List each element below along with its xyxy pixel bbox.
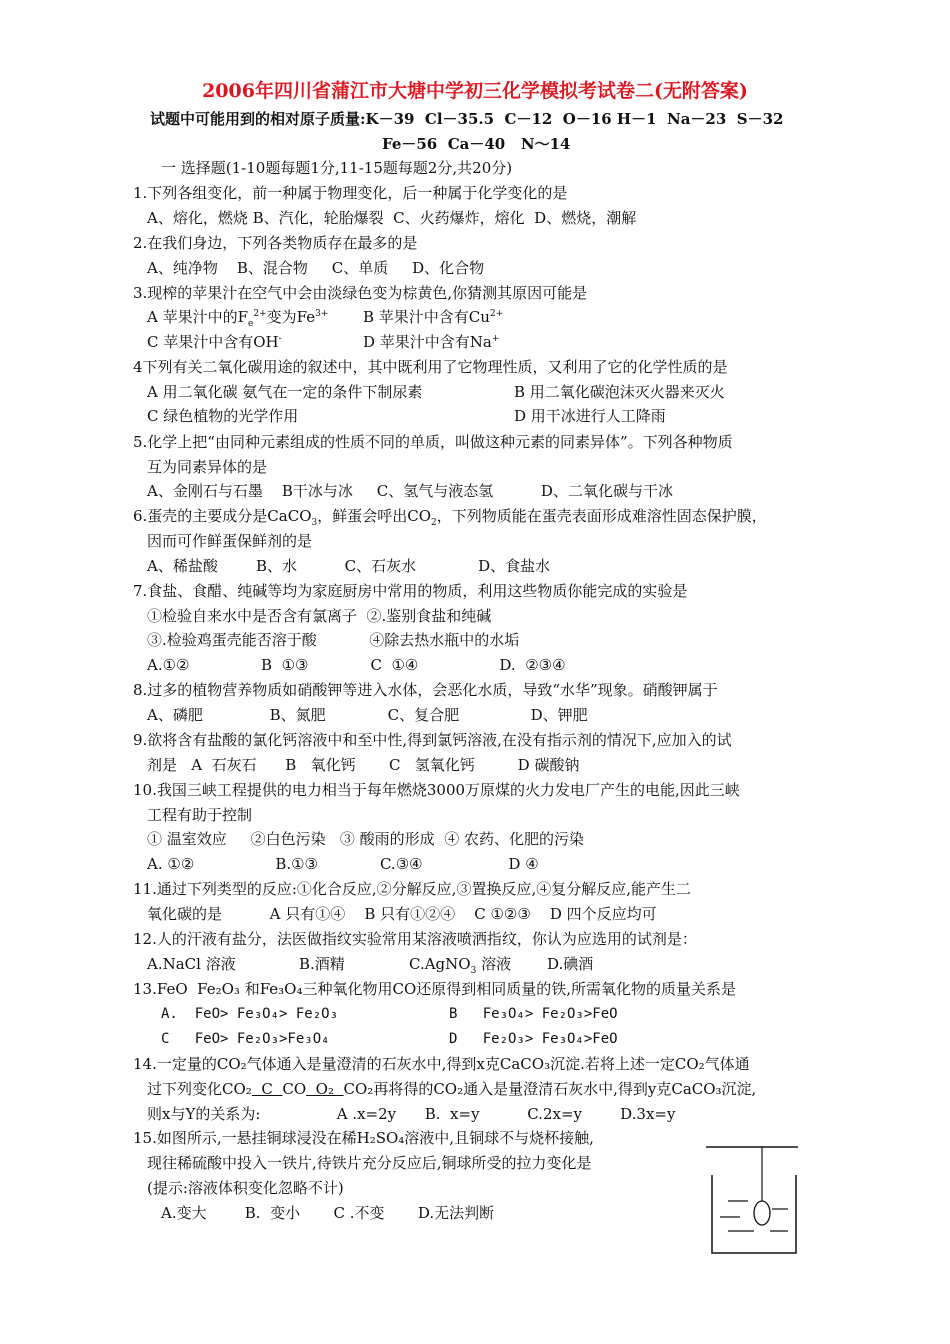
question-12-option-d: D.碘酒 — [547, 955, 594, 973]
question-6-stem-cont: 因而可作鲜蛋保鲜剂的是 — [147, 532, 313, 550]
question-10-stem: 10.我国三峡工程提供的电力相当于每年燃烧3000万原煤的火力发电厂产生的电能,因此三峡 — [133, 781, 740, 799]
question-3-stem: 3.现榨的苹果汁在空气中会由淡绿色变为棕黄色,你猜测其原因可能是 — [133, 284, 588, 302]
question-8-stem: 8.过多的植物营养物质如硝酸钾等进入水体，会恶化水质，导致“水华”现象。硝酸钾属于 — [133, 681, 718, 699]
question-13-option-c: C FeO> Fe₂O₃>Fe₃O₄ — [161, 1031, 330, 1047]
question-3-option-d: D 苹果汁中含有Na+ — [363, 333, 500, 351]
question-1-stem: 1.下列各组变化，前一种属于物理变化，后一种属于化学变化的是 — [133, 184, 568, 202]
question-4-option-d: D 用干冰进行人工降雨 — [514, 407, 666, 425]
question-14-stem-cont: 过下列变化CO₂ C CO O₂ CO₂再将得的CO₂通入是量澄清石灰水中,得到y克CaCO₃沉淀, — [147, 1080, 757, 1098]
question-12-option-c: C.AgNO$_3$ 溶液 — [409, 955, 512, 976]
question-15-stem: 15.如图所示,一悬挂铜球浸没在稀H₂SO₄溶液中,且铜球不与烧杯接触, — [133, 1129, 594, 1147]
copper-ball — [754, 1201, 770, 1225]
question-15-options: A.变大 B. 变小 C .不变 D.无法判断 — [161, 1204, 495, 1222]
question-15-stem-cont: 现往稀硫酸中投入一铁片,待铁片充分反应后,铜球所受的拉力变化是 — [147, 1154, 592, 1172]
question-4-option-c: C 绿色植物的光学作用 — [147, 407, 299, 425]
question-5-options: A、金刚石与石墨 B干冰与冰 C、氢气与液态氢 D、二氧化碳与干冰 — [147, 482, 673, 500]
question-14-stem: 14.一定量的CO₂气体通入是量澄清的石灰水中,得到x克CaCO₃沉淀.若将上述一定CO₂气体通 — [133, 1055, 750, 1073]
question-11-stem-cont: 氧化碳的是 A 只有①④ B 只有①②④ C ①②③ D 四个反应均可 — [147, 905, 657, 923]
question-1-options: A、熔化，燃烧 B、汽化，轮胎爆裂 C、火药爆炸，熔化 D、燃烧，潮解 — [147, 209, 637, 227]
atomic-mass-line2: Fe－56 Ca－40 N～14 — [382, 135, 571, 153]
question-12-option-b: B.酒精 — [299, 955, 345, 973]
question-13-option-d: D Fe₂O₃> Fe₃O₄>FeO — [449, 1031, 618, 1047]
question-15-hint: (提示:溶液体积变化忽略不计) — [147, 1179, 344, 1197]
question-6-options: A、稀盐酸 B、水 C、石灰水 D、食盐水 — [147, 557, 551, 575]
section-heading: 一 选择题(1-10题每题1分,11-15题每题2分,共20分) — [161, 159, 513, 177]
question-10-options: A. ①② B.①③ C.③④ D ④ — [147, 855, 539, 873]
question-12-stem: 12.人的汗液有盐分，法医做指纹实验常用某溶液喷洒指纹，你认为应选用的试剂是： — [133, 930, 697, 948]
question-6-stem: 6.蛋壳的主要成分是CaCO$_3$，鲜蛋会呼出$CO_2$，下列物质能在蛋壳表面形成难溶性固态保护膜， — [133, 507, 767, 528]
atomic-mass-line1: 试题中可能用到的相对原子质量:K－39 Cl－35.5 C－12 O－16 H－1 Na－23 S－32 — [150, 110, 784, 128]
question-13-option-a: A. FeO> Fe₃O₄> Fe₂O₃ — [161, 1006, 339, 1022]
question-3-option-b: B 苹果汁中含有$Cu^{2+}$ — [363, 308, 504, 326]
question-7-line2: ③.检验鸡蛋壳能否溶于酸 ④除去热水瓶中的水垢 — [147, 631, 520, 649]
question-2-stem: 2.在我们身边，下列各类物质存在最多的是 — [133, 234, 418, 252]
question-5-stem-cont: 互为同素异体的是 — [147, 458, 268, 476]
question-4-option-a: A 用二氧化碳 氨气在一定的条件下制尿素 — [147, 383, 423, 401]
beaker-diagram — [700, 1145, 805, 1260]
question-14-options: 则x与Y的关系为: A .x=2y B. x=y C.2x=y D.3x=y — [147, 1105, 676, 1123]
question-9-stem: 9.欲将含有盐酸的氯化钙溶液中和至中性,得到氯钙溶液,在没有指示剂的情况下,应加入的试 — [133, 731, 732, 749]
question-3-option-a: A 苹果汁中的$F_e^{2+}$变为$Fe^{3+}$ — [147, 308, 329, 329]
question-10-line1: ① 温室效应 ②白色污染 ③ 酸雨的形成 ④ 农药、化肥的污染 — [147, 830, 584, 848]
question-9-stem-cont: 剂是 A 石灰石 B 氧化钙 C 氢氧化钙 D 碳酸钠 — [147, 756, 580, 774]
question-12-option-a: A.NaCl 溶液 — [147, 955, 236, 973]
question-3-option-c: C 苹果汁中含有OH- — [147, 333, 282, 351]
question-5-stem: 5.化学上把“由同种元素组成的性质不同的单质，叫做这种元素的同素异体”。下列各种物质 — [133, 433, 733, 451]
question-4-stem: 4下列有关二氧化碳用途的叙述中，其中既利用了它物理性质，又利用了它的化学性质的是 — [133, 358, 728, 376]
question-8-options: A、磷肥 B、氮肥 C、复合肥 D、钾肥 — [147, 706, 588, 724]
question-7-options: A.①② B ①③ C ①④ D. ②③④ — [147, 656, 566, 674]
question-7-stem: 7.食盐、食醋、纯碱等均为家庭厨房中常用的物质，利用这些物质你能完成的实验是 — [133, 582, 688, 600]
question-13-stem: 13.FeO Fe₂O₃ 和Fe₃O₄三种氧化物用CO还原得到相同质量的铁,所需氧化物的质量关系是 — [133, 980, 737, 998]
question-11-stem: 11.通过下列类型的反应:①化合反应,②分解反应,③置换反应,④复分解反应,能产生二 — [133, 880, 691, 898]
question-7-line1: ①检验自来水中是否含有氯离子 ②.鉴别食盐和纯碱 — [147, 607, 492, 625]
question-2-options: A、纯净物 B、混合物 C、单质 D、化合物 — [147, 259, 485, 277]
question-4-option-b: B 用二氧化碳泡沫灭火器来灭火 — [514, 383, 725, 401]
question-10-stem-cont: 工程有助于控制 — [147, 806, 253, 824]
question-13-option-b: B Fe₃O₄> Fe₂O₃>FeO — [449, 1006, 618, 1022]
page-title: 2006年四川省蒲江市大塘中学初三化学模拟考试卷二(无附答案) — [202, 80, 748, 102]
